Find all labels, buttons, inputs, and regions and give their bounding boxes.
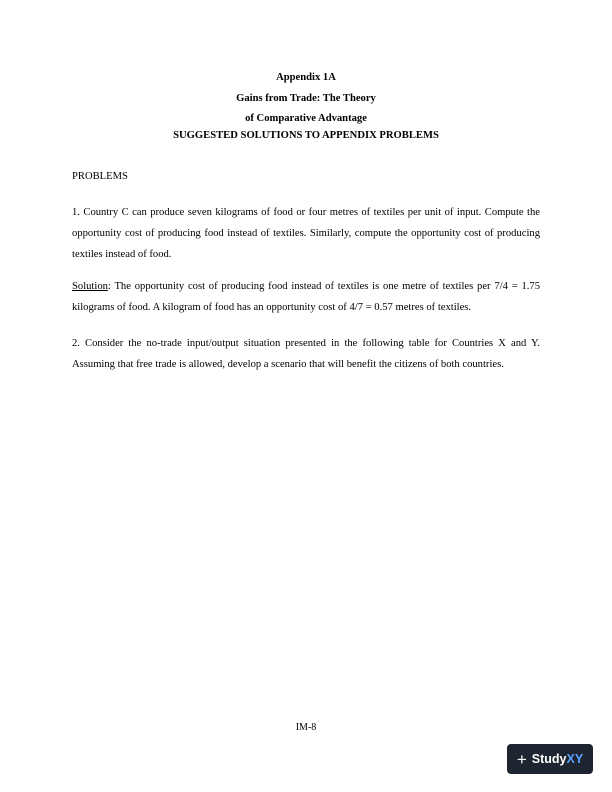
chapter-title-line2: of Comparative Advantage bbox=[245, 113, 367, 124]
problems-section-label: PROBLEMS bbox=[72, 171, 128, 182]
problem-2-text: 2. Consider the no-trade input/output situation presented in the following table for Countries X and Y. Assuming that free trade is allowed, develop a scenario that will benefit the citizens of both countries. bbox=[72, 338, 540, 370]
problem-1-text: 1. Country C can produce seven kilograms of food or four metres of textiles per unit of input. Compute the opportunity cost of producing food instead of textiles. Similarly, compute the opportunity cost of producing textiles instead of food. bbox=[72, 207, 540, 260]
solution-1-text: : The opportunity cost of producing food instead of textiles is one metre of textiles per 7/4 = 1.75 kilograms of food. A kilogram of food has an opportunity cost of 4/7 = 0.57 metres of textiles. bbox=[72, 281, 540, 313]
solution-1 bbox=[72, 276, 540, 318]
appendix-title: Appendix 1A bbox=[276, 72, 336, 83]
watermark-brand-part2: XY bbox=[566, 752, 584, 766]
solutions-heading: SUGGESTED SOLUTIONS TO APPENDIX PROBLEMS bbox=[173, 130, 439, 141]
solution-label: Solution bbox=[72, 281, 108, 292]
plus-icon: + bbox=[516, 749, 527, 769]
studyxy-watermark bbox=[507, 744, 593, 774]
watermark-brand-part1: Study bbox=[531, 752, 567, 766]
page-number: IM-8 bbox=[295, 722, 317, 733]
chapter-title-line1: Gains from Trade: The Theory bbox=[236, 93, 376, 104]
